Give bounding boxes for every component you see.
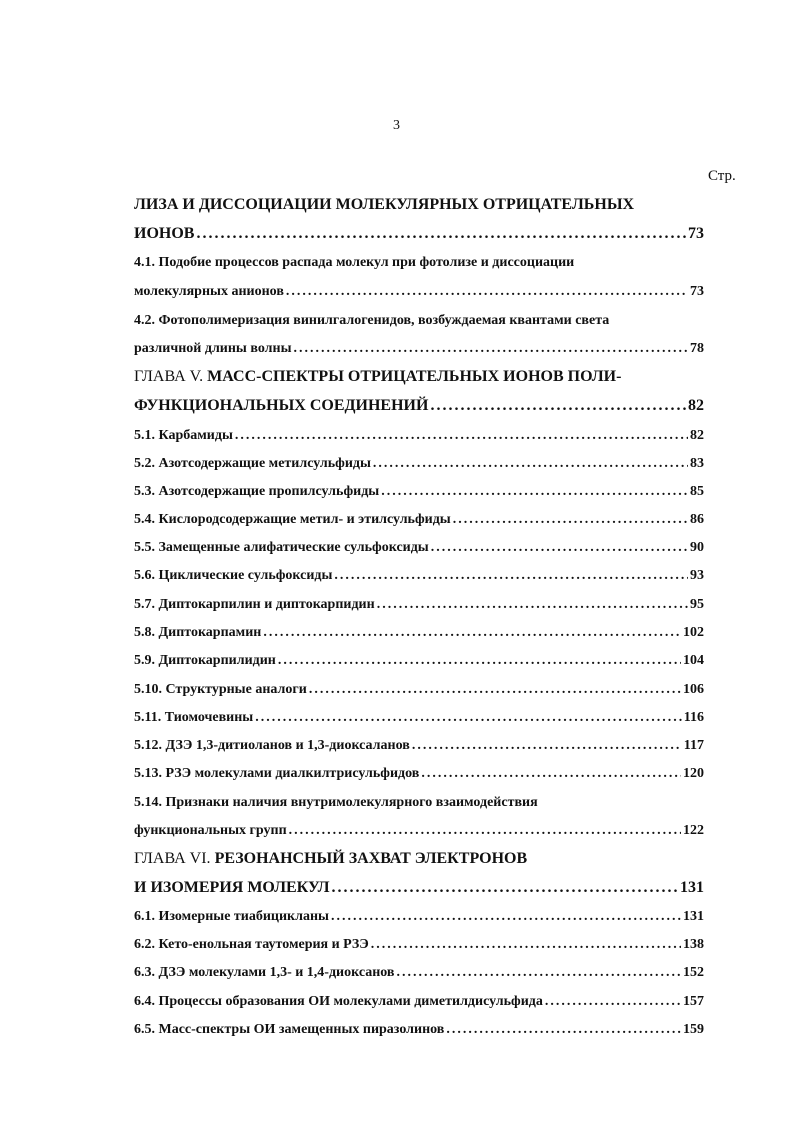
leader-dots [255, 709, 682, 727]
toc-line [134, 483, 704, 501]
toc-entry-page: 117 [683, 738, 704, 753]
leader-dots [446, 1021, 681, 1039]
toc-entry-page: 122 [683, 823, 704, 838]
toc-entry-page: 90 [690, 540, 704, 555]
chapter-prefix: ГЛАВА V. [134, 368, 204, 385]
toc-line [134, 539, 704, 557]
toc-entry-text: 5.5. Замещенные алифатические сульфоксиды [134, 540, 429, 555]
toc-line [134, 850, 704, 868]
leader-dots [453, 511, 688, 529]
toc-entry-text: ФУНКЦИОНАЛЬНЫХ СОЕДИНЕНИЙ [134, 397, 429, 414]
leader-dots [309, 681, 681, 699]
toc-entry-text: 5.1. Карбамиды [134, 428, 233, 443]
chapter-prefix: ГЛАВА VI. [134, 850, 211, 867]
toc-line [134, 879, 704, 897]
toc-line [134, 822, 704, 840]
toc-line [134, 709, 704, 727]
toc-line [134, 737, 704, 755]
toc-line [134, 1021, 704, 1039]
toc-entry-text: И ИЗОМЕРИЯ МОЛЕКУЛ [134, 879, 330, 896]
toc-entry-text: 6.3. ДЗЭ молекулами 1,3- и 1,4-диоксанов [134, 965, 395, 980]
leader-dots [397, 964, 682, 982]
chapter-title: МАСС-СПЕКТРЫ ОТРИЦАТЕЛЬНЫХ ИОНОВ ПОЛИ- [207, 368, 622, 385]
toc-entry-text: 5.11. Тиомочевины [134, 710, 254, 725]
leader-dots [334, 567, 688, 585]
leader-dots [235, 427, 688, 445]
toc-line [134, 652, 704, 670]
toc-line [134, 511, 704, 529]
toc-entry-page: 104 [683, 653, 704, 668]
toc-line [134, 340, 704, 358]
toc-entry-text: 5.10. Структурные аналоги [134, 682, 307, 697]
toc-entry-page: 86 [690, 512, 704, 527]
toc-entry-page: 83 [690, 456, 704, 471]
toc-line [134, 794, 704, 812]
toc-entry-text: 4.2. Фотополимеризация винилгалогенидов, возбуждаемая квантами света [134, 313, 610, 328]
leader-dots [196, 225, 686, 243]
toc-entry-page: 102 [683, 625, 704, 640]
leader-dots [381, 483, 688, 501]
toc-line [134, 368, 704, 386]
toc-line [134, 254, 704, 272]
toc-line [134, 681, 704, 699]
toc-entry-text: ИОНОВ [134, 225, 195, 242]
leader-dots [421, 765, 681, 783]
leader-dots [371, 936, 681, 954]
leader-dots [412, 737, 682, 755]
toc-entry-page: 82 [690, 428, 704, 443]
toc-line [134, 427, 704, 445]
leader-dots [278, 652, 681, 670]
toc-entry-text: 6.1. Изомерные тиабициклaны [134, 909, 329, 924]
toc-entry-page: 138 [683, 937, 704, 952]
leader-dots [263, 624, 681, 642]
toc-entry-page: 73 [690, 284, 704, 299]
leader-dots [430, 397, 686, 415]
toc-entry-text: 5.9. Диптокарпилидин [134, 653, 276, 668]
toc-line [134, 283, 704, 301]
toc-line [134, 936, 704, 954]
toc-entry-page: 120 [683, 766, 704, 781]
toc-entry-text: 4.1. Подобие процессов распада молекул при фотолизе и диссоциации [134, 255, 575, 270]
toc-entry-text: 5.4. Кислородсодержащие метил- и этилсульфиды [134, 512, 451, 527]
chapter-heading [134, 368, 621, 386]
page-number: 3 [393, 118, 400, 133]
toc-line [134, 397, 704, 415]
toc-entry-text: 5.13. РЗЭ молекулами диалкилтрисульфидов [134, 766, 420, 781]
toc-entry-page: 131 [680, 879, 704, 896]
toc-entry-page: 85 [690, 484, 704, 499]
leader-dots [377, 596, 688, 614]
toc-entry-page: 157 [683, 994, 704, 1009]
toc-line [134, 993, 704, 1011]
toc-entry-text: функциональных групп [134, 823, 287, 838]
leader-dots [331, 908, 681, 926]
toc-line [134, 596, 704, 614]
page-column-label: Стр. [708, 168, 736, 184]
toc-line [134, 964, 704, 982]
toc-entry-page: 73 [688, 225, 704, 242]
leader-dots [373, 455, 688, 473]
toc-entry-text: 5.3. Азотсодержащие пропилсульфиды [134, 484, 380, 499]
toc-entry-page: 93 [690, 568, 704, 583]
toc-entry-page: 95 [690, 597, 704, 612]
toc-line [134, 765, 704, 783]
toc-entry-page: 159 [683, 1022, 704, 1037]
toc-entry-text: 5.8. Диптокарпамин [134, 625, 262, 640]
toc-entry-page: 152 [683, 965, 704, 980]
toc-entry-page: 131 [683, 909, 704, 924]
toc-line [134, 312, 704, 330]
chapter-title: РЕЗОНАНСНЫЙ ЗАХВАТ ЭЛЕКТРОНОВ [214, 850, 528, 867]
toc-entry-text: различной длины волны [134, 341, 292, 356]
leader-dots [545, 993, 681, 1011]
toc-entry-text: 6.5. Масс-спектры ОИ замещенных пиразолинов [134, 1022, 445, 1037]
toc-entry-text: 5.7. Диптокарпилин и диптокарпидин [134, 597, 375, 612]
chapter-heading [134, 850, 527, 868]
leader-dots [294, 340, 689, 358]
toc-entry-text: 6.2. Кето-енольная таутомерия и РЗЭ [134, 937, 369, 952]
leader-dots [332, 879, 678, 897]
toc-entry-text: 5.6. Циклические сульфоксиды [134, 568, 333, 583]
toc-entry-text: 5.12. ДЗЭ 1,3-дитиоланов и 1,3-диоксаланов [134, 738, 410, 753]
leader-dots [431, 539, 688, 557]
toc-entry-page: 116 [683, 710, 704, 725]
toc-line [134, 455, 704, 473]
toc-line [134, 225, 704, 243]
toc-line [134, 196, 704, 214]
toc-entry-page: 82 [688, 397, 704, 414]
toc-line [134, 624, 704, 642]
toc-entry-text: 5.14. Признаки наличия внутримолекулярного взаимодействия [134, 795, 538, 810]
toc-line [134, 908, 704, 926]
toc-entry-text: молекулярных анионов [134, 284, 284, 299]
leader-dots [286, 283, 688, 301]
toc-line [134, 567, 704, 585]
toc-entry-text: ЛИЗА И ДИССОЦИАЦИИ МОЛЕКУЛЯРНЫХ ОТРИЦАТЕЛЬНЫХ [134, 196, 635, 213]
toc-entry-text: 5.2. Азотсодержащие метилсульфиды [134, 456, 371, 471]
toc-entry-text: 6.4. Процессы образования ОИ молекулами диметилдисульфида [134, 994, 543, 1009]
toc-entry-page: 106 [683, 682, 704, 697]
leader-dots [289, 822, 681, 840]
toc-entry-page: 78 [690, 341, 704, 356]
